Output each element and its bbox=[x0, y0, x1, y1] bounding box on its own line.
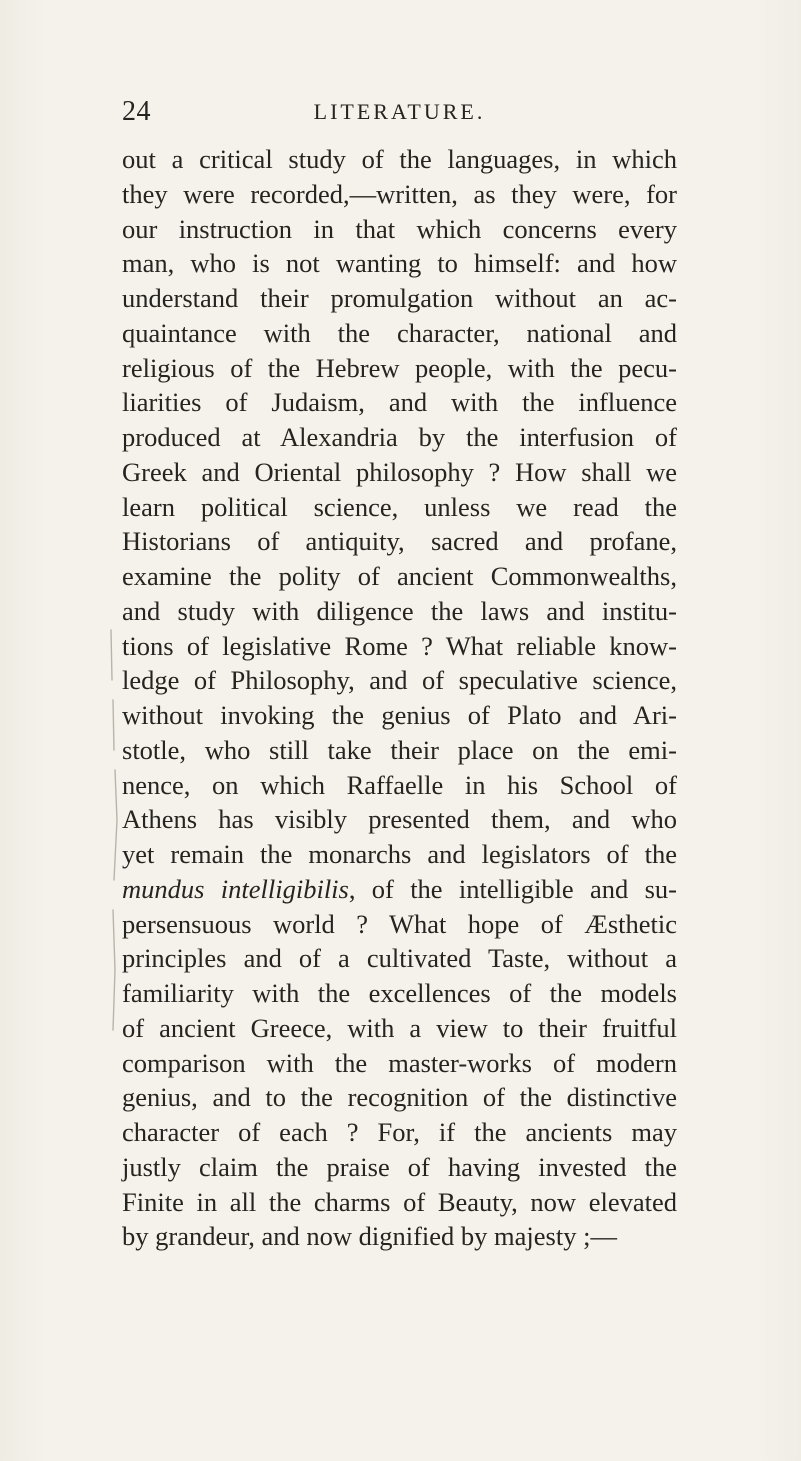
text-segment: character of each ? For, if the ancients may bbox=[122, 1117, 677, 1147]
text-line bbox=[122, 490, 677, 525]
text-segment: religious of the Hebrew people, with the pecu- bbox=[122, 352, 677, 383]
text-line bbox=[122, 594, 677, 629]
text-segment: , of the intelligible and su- bbox=[348, 873, 677, 904]
text-segment: out a critical study of the languages, in which bbox=[122, 144, 677, 174]
text-segment: Finite in all the charms of Beauty, now elevated bbox=[122, 1186, 677, 1217]
text-line bbox=[122, 629, 677, 664]
text-segment: familiarity with the excellences of the models bbox=[122, 978, 677, 1008]
text-line bbox=[122, 837, 677, 872]
text-segment: of ancient Greece, with a view to their fruitful bbox=[122, 1012, 677, 1043]
text-segment: understand their promulgation without an ac- bbox=[122, 283, 677, 313]
text-segment: comparison with the master-works of modern bbox=[122, 1047, 677, 1078]
text-line bbox=[122, 768, 677, 803]
text-segment: man, who is not wanting to himself: and how bbox=[122, 248, 677, 279]
text-line bbox=[122, 1046, 677, 1081]
running-head: LITERATURE. bbox=[313, 99, 486, 124]
text-line bbox=[122, 1011, 677, 1046]
text-segment: they were recorded,—written, as they were, for bbox=[122, 178, 677, 209]
text-segment: stotle, who still take their place on the emi- bbox=[122, 734, 677, 765]
text-segment: and study with diligence the laws and institu- bbox=[122, 595, 677, 626]
text-segment: genius, and to the recognition of the distinctive bbox=[122, 1082, 677, 1113]
text-segment: liarities of Judaism, and with the influence bbox=[122, 387, 677, 418]
text-segment: justly claim the praise of having invested the bbox=[122, 1151, 677, 1182]
text-line bbox=[122, 351, 677, 386]
text-line bbox=[122, 559, 677, 594]
text-segment: principles and of a cultivated Taste, without a bbox=[122, 943, 677, 974]
text-segment: Greek and Oriental philosophy ? How shall we bbox=[122, 456, 677, 487]
text-line bbox=[122, 663, 677, 698]
text-line bbox=[122, 212, 677, 247]
body-text bbox=[122, 142, 677, 1254]
text-segment: without invoking the genius of Plato and Ari- bbox=[122, 700, 677, 730]
text-line bbox=[122, 1080, 677, 1115]
text-segment: Historians of antiquity, sacred and profane, bbox=[122, 526, 677, 557]
text-line bbox=[122, 1185, 677, 1220]
italic-phrase: mundus intelligibilis bbox=[122, 873, 349, 904]
text-line bbox=[122, 1219, 677, 1254]
text-line bbox=[122, 142, 677, 177]
text-segment: nence, on which Raffaelle in his School of bbox=[122, 769, 677, 800]
text-segment: yet remain the monarchs and legislators of the bbox=[122, 839, 677, 869]
text-line bbox=[122, 455, 677, 490]
page-number: 24 bbox=[122, 96, 151, 127]
text-line bbox=[122, 941, 677, 976]
text-segment: by grandeur, and now dignified by majesty ;— bbox=[122, 1221, 617, 1252]
text-line bbox=[122, 1115, 677, 1150]
text-line bbox=[122, 802, 677, 837]
text-segment: ledge of Philosophy, and of speculative science, bbox=[122, 665, 677, 696]
text-segment: examine the polity of ancient Commonwealths, bbox=[122, 561, 677, 591]
text-segment: persensuous world ? What hope of Æsthetic bbox=[122, 908, 677, 939]
text-line bbox=[122, 1150, 677, 1185]
text-line bbox=[122, 420, 677, 455]
text-segment: produced at Alexandria by the interfusion of bbox=[122, 422, 677, 452]
text-segment: our instruction in that which concerns every bbox=[122, 213, 677, 244]
text-line bbox=[122, 524, 677, 559]
text-segment: learn political science, unless we read the bbox=[122, 491, 677, 522]
text-line bbox=[122, 385, 677, 420]
text-segment: tions of legislative Rome ? What reliable know- bbox=[122, 630, 677, 661]
text-segment: quaintance with the character, national and bbox=[122, 317, 677, 348]
text-line bbox=[122, 733, 677, 768]
text-line bbox=[122, 177, 677, 212]
text-line bbox=[122, 246, 677, 281]
text-line bbox=[122, 316, 677, 351]
text-line bbox=[122, 907, 677, 942]
text-line bbox=[122, 872, 677, 907]
text-line bbox=[122, 281, 677, 316]
text-segment: Athens has visibly presented them, and who bbox=[122, 804, 677, 835]
text-line bbox=[122, 698, 677, 733]
margin-pencil-mark bbox=[103, 620, 123, 1040]
page-header bbox=[122, 92, 677, 132]
text-line bbox=[122, 976, 677, 1011]
